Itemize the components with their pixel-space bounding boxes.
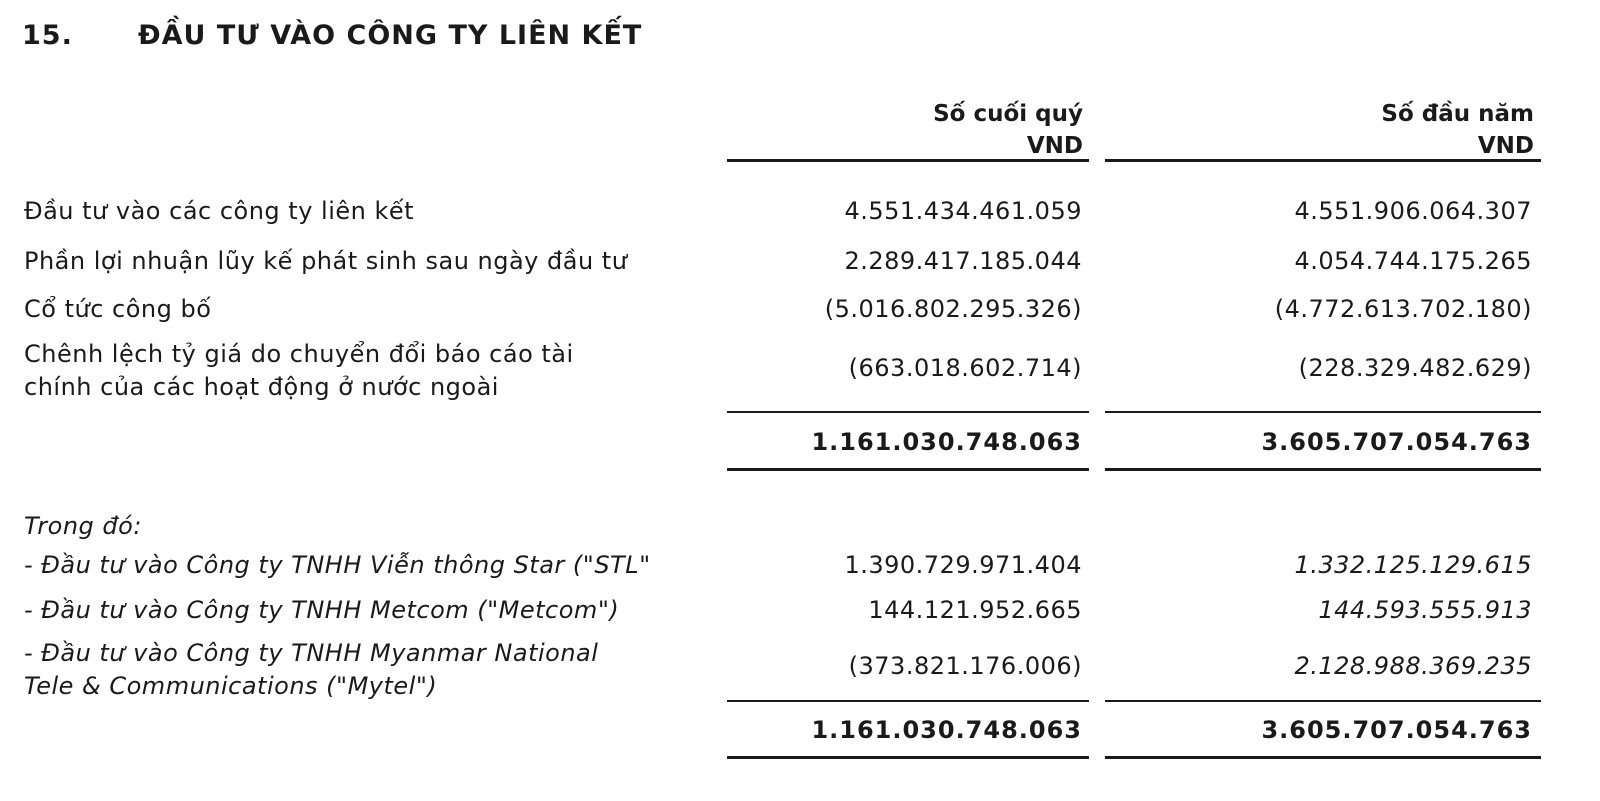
column-header-label: Số cuối quý xyxy=(933,101,1083,127)
breakdown-value-begin: 1.332.125.129.615 xyxy=(1294,551,1532,579)
breakdown-label-line: - Đầu tư vào Công ty TNHH Myanmar National xyxy=(24,639,599,667)
breakdown-value-begin: 2.128.988.369.235 xyxy=(1294,652,1532,680)
row-label-multiline xyxy=(24,338,574,404)
row-value-end: 4.551.434.461.059 xyxy=(844,197,1082,225)
breakdown-label-line: Tele & Communications ("Mytel") xyxy=(24,672,438,700)
row-label-line: chính của các hoạt động ở nước ngoài xyxy=(24,373,499,401)
row-label: Đầu tư vào các công ty liên kết xyxy=(24,197,415,225)
breakdown-value-end: 1.390.729.971.404 xyxy=(844,551,1082,579)
section-title: ĐẦU TƯ VÀO CÔNG TY LIÊN KẾT xyxy=(138,20,643,51)
column-header-beginning-of-year xyxy=(1381,98,1534,162)
column-header-unit: VND xyxy=(1477,133,1534,159)
row-value-end: (5.016.802.295.326) xyxy=(824,295,1082,323)
breakdown-value-begin: 144.593.555.913 xyxy=(1318,596,1532,624)
breakdown-label-multiline xyxy=(24,637,598,703)
total-value-end: 1.161.030.748.063 xyxy=(811,716,1082,744)
row-value-begin: (228.329.482.629) xyxy=(1298,354,1532,382)
total-underline xyxy=(1105,756,1541,759)
total-value-begin: 3.605.707.054.763 xyxy=(1261,716,1532,744)
total-value-begin: 3.605.707.054.763 xyxy=(1261,428,1532,456)
column-header-unit: VND xyxy=(1026,133,1083,159)
row-value-begin: 4.054.744.175.265 xyxy=(1294,247,1532,275)
row-label-line: Chênh lệch tỷ giá do chuyển đổi báo cáo tài xyxy=(24,340,574,368)
breakdown-label: - Đầu tư vào Công ty TNHH Viễn thông Star ("STL" xyxy=(24,551,651,579)
subtotal-rule xyxy=(1105,411,1541,413)
subtotal-rule xyxy=(727,700,1089,702)
row-label: Phần lợi nhuận lũy kế phát sinh sau ngày đầu tư xyxy=(24,247,628,275)
row-value-begin: (4.772.613.702.180) xyxy=(1274,295,1532,323)
row-label: Cổ tức công bố xyxy=(24,295,212,323)
breakdown-heading: Trong đó: xyxy=(24,512,142,540)
total-underline xyxy=(1105,468,1541,471)
row-value-end: 2.289.417.185.044 xyxy=(844,247,1082,275)
total-underline xyxy=(727,468,1089,471)
breakdown-value-end: 144.121.952.665 xyxy=(868,596,1082,624)
column-header-label: Số đầu năm xyxy=(1381,101,1534,127)
subtotal-rule xyxy=(727,411,1089,413)
subtotal-rule xyxy=(1105,700,1541,702)
total-underline xyxy=(727,756,1089,759)
breakdown-value-end: (373.821.176.006) xyxy=(848,652,1082,680)
column-header-end-of-quarter xyxy=(933,98,1083,162)
header-underline xyxy=(1105,159,1541,162)
row-value-begin: 4.551.906.064.307 xyxy=(1294,197,1532,225)
header-underline xyxy=(727,159,1089,162)
row-value-end: (663.018.602.714) xyxy=(848,354,1082,382)
total-value-end: 1.161.030.748.063 xyxy=(811,428,1082,456)
section-number: 15. xyxy=(22,20,73,51)
breakdown-label: - Đầu tư vào Công ty TNHH Metcom ("Metcom") xyxy=(24,596,620,624)
